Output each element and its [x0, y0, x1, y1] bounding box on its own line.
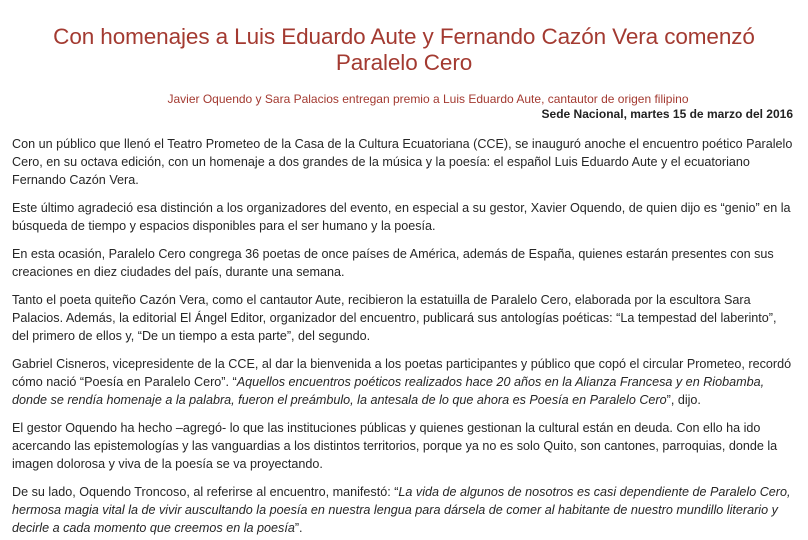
article-paragraph — [12, 419, 796, 473]
paragraph-text: De su lado, Oquendo Troncoso, al referirse al encuentro, manifestó: “ — [12, 485, 399, 499]
article-paragraph — [12, 135, 796, 189]
paragraph-text: ”. — [294, 521, 303, 535]
article-paragraph — [12, 291, 796, 345]
paragraph-text: ”, dijo. — [666, 393, 701, 407]
paragraph-text: El gestor Oquendo ha hecho –agregó- lo que las instituciones públicas y quienes gestionan la cultural están en deuda. Con ello ha ido acercando las epistemologías y las vanguardias a los distintos territorios, porque ya no es solo Quito, son cantones, parroquias, donde la imagen dolorosa y viva de la poesía se va proyectando. — [12, 421, 778, 471]
article-paragraph — [12, 483, 796, 537]
quote-text: Aquellos encuentros poéticos realizados hace 20 años en la Alianza Francesa y en Riobamba, donde se rendía homenaje a la palabra, fueron el preámbulo, la antesala de lo que ahora es Poesía en Paralelo Cero — [12, 375, 765, 407]
paragraph-text: Con un público que llenó el Teatro Prometeo de la Casa de la Cultura Ecuatoriana (CCE), se inauguró anoche el encuentro poético Paralelo Cero, en su octava edición, con un homenaje a dos grandes de la música y la poesía: el español Luis Eduardo Aute y el ecuatoriano Fernando Cazón Vera. — [12, 137, 793, 187]
paragraph-text: Tanto el poeta quiteño Cazón Vera, como el cantautor Aute, recibieron la estatuilla de Paralelo Cero, elaborada por la escultora Sara Palacios. Además, la editorial El Ángel Editor, organizador del encuentro, publicará sus antologías poéticas: “La tempestad del laberinto”, del primero de ellos y, “De un tiempo a esta parte”, del segundo. — [12, 293, 777, 343]
article-title: Con homenajes a Luis Eduardo Aute y Fernando Cazón Vera comenzó Paralelo Cero — [53, 24, 755, 75]
article-subtitle: Javier Oquendo y Sara Palacios entregan premio a Luis Eduardo Aute, cantautor de origen filipino — [167, 92, 689, 106]
paragraph-text: En esta ocasión, Paralelo Cero congrega 36 poetas de once países de América, además de España, quienes estarán presentes con sus creaciones en diez ciudades del país, durante una semana. — [12, 247, 774, 279]
article-body — [12, 135, 796, 537]
paragraph-text: Gabriel Cisneros, vicepresidente de la CCE, al dar la bienvenida a los poetas participantes y público que copó el circular Prometeo, recordó cómo nació “Poesía en Paralelo Cero”. “ — [12, 357, 792, 389]
quote-text: La vida de algunos de nosotros es casi dependiente de Paralelo Cero, hermosa magia vital la de vivir auscultando la poesía en nuestra lengua para dársela de comer al habitante de nuestro mundillo literario y decirle a cada momento que creemos en la poesía — [12, 485, 791, 535]
article-paragraph — [12, 355, 796, 409]
article-paragraph — [12, 199, 796, 235]
article-dateline: Sede Nacional, martes 15 de marzo del 2016 — [541, 107, 793, 121]
paragraph-text: Este último agradeció esa distinción a los organizadores del evento, en especial a su gestor, Xavier Oquendo, de quien dijo es “genio” en la búsqueda de tiempo y espacios disponibles para el ser humano y la poesía. — [12, 201, 791, 233]
article-paragraph — [12, 245, 796, 281]
